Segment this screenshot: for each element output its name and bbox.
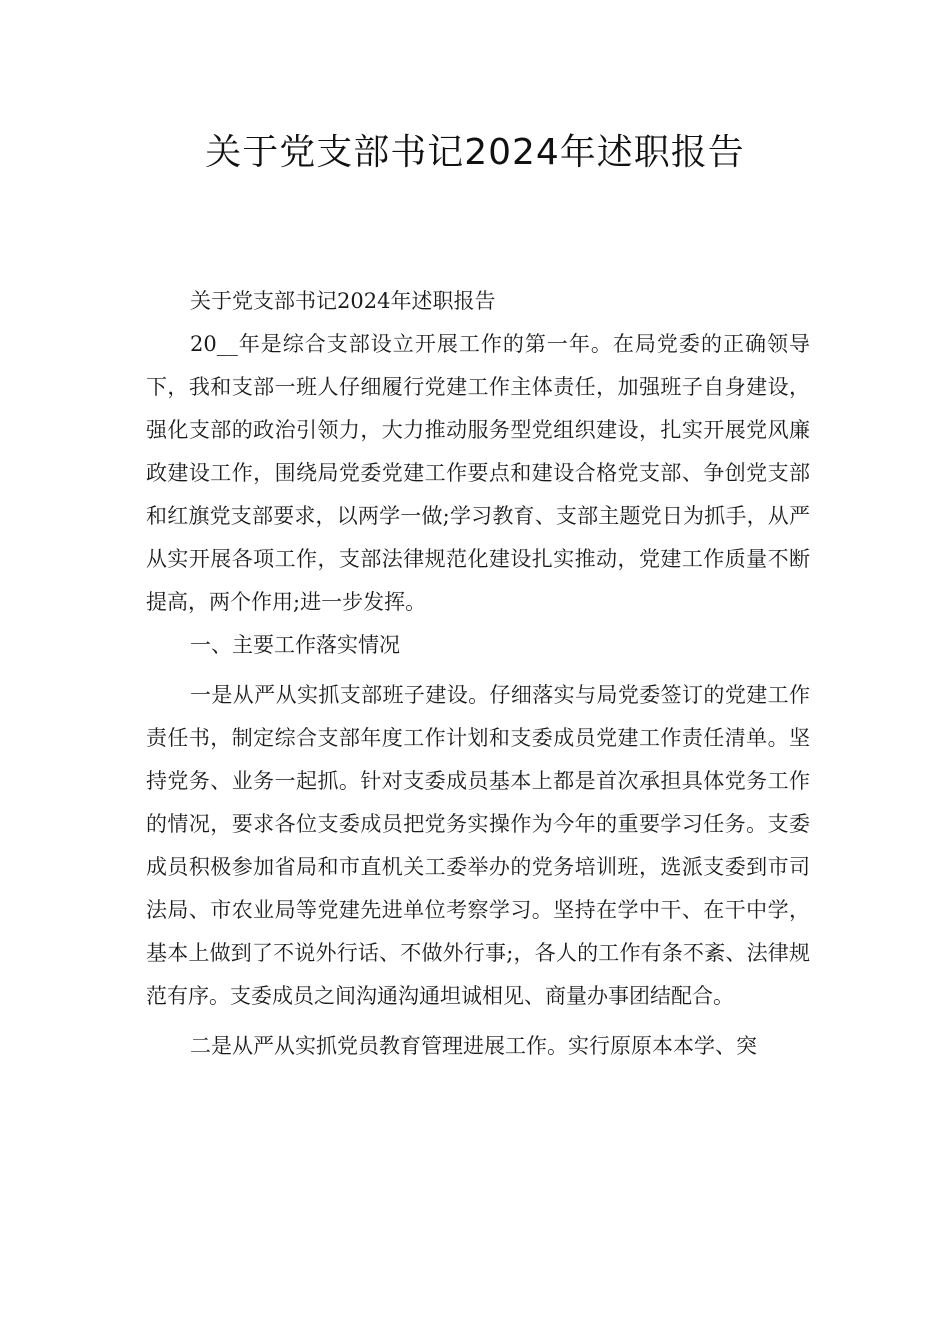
body-paragraph-second: 二是从严从实抓党员教育管理进展工作。实行原原本本学、突: [190, 1034, 757, 1058]
document-body: [146, 280, 810, 1068]
body-paragraph-intro: 20__年是综合支部设立开展工作的第一年。在局党委的正确领导下，我和支部一班人仔细履行党建工作主体责任，加强班子自身建设，强化支部的政治引领力，大力推动服务型党组织建设，扎实开展党风廉政建设工作，围绕局党委党建工作要点和建设合格党支部、争创党支部和红旗党支部要求，以两学一做;学习教育、支部主题党日为抓手，从严从实开展各项工作，支部法律规范化建设扎实推动，党建工作质量不断提高，两个作用;进一步发挥。: [146, 332, 810, 614]
body-paragraph-first: 一是从严从实抓支部班子建设。仔细落实与局党委签订的党建工作责任书，制定综合支部年度工作计划和支委成员党建工作责任清单。坚持党务、业务一起抓。针对支委成员基本上都是首次承担具体党务工作的情况，要求各位支委成员把党务实操作为今年的重要学习任务。支委成员积极参加省局和市直机关工委举办的党务培训班，选派支委到市司法局、市农业局等党建先进单位考察学习。坚持在学中干、在干中学，基本上做到了不说外行话、不做外行事;，各人的工作有条不紊、法律规范有序。支委成员之间沟通沟通坦诚相见、商量办事团结配合。: [146, 683, 810, 1008]
section-heading: 一、主要工作落实情况: [190, 633, 400, 657]
document-title: 关于党支部书记2024年述职报告: [205, 132, 745, 173]
body-paragraph-subtitle: 关于党支部书记2024年述职报告: [190, 289, 496, 313]
